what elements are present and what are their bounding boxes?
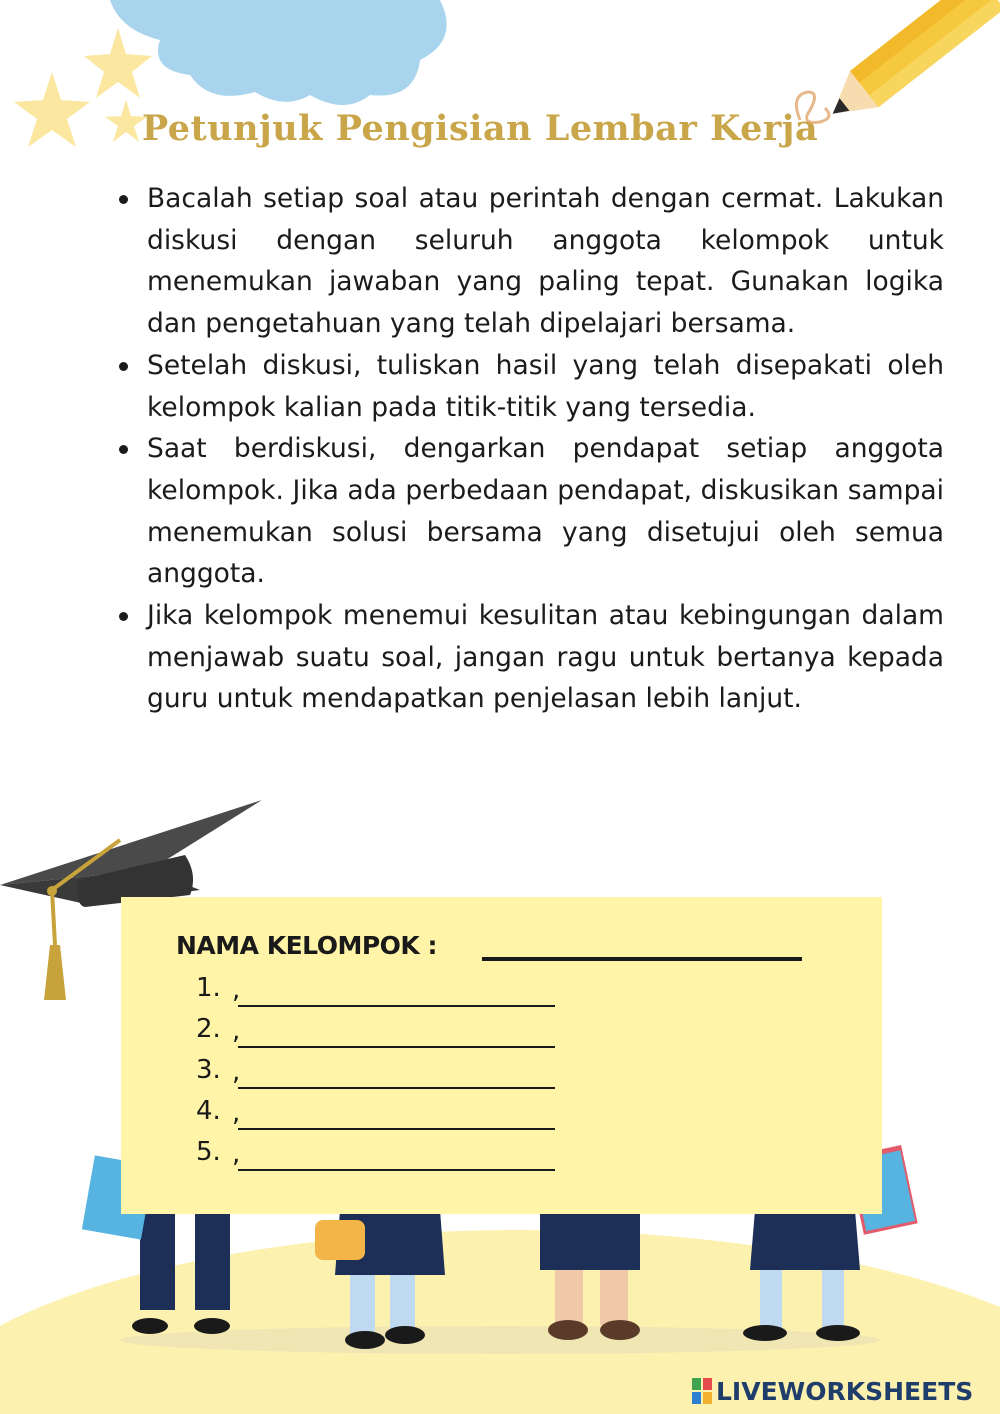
member-number: 4. [196, 1096, 221, 1126]
liveworksheets-logo-icon [692, 1378, 712, 1404]
member-name-blank[interactable] [238, 1046, 555, 1048]
member-number: 5. [196, 1137, 221, 1167]
bullet-icon [119, 612, 128, 621]
member-mark: , [232, 975, 241, 1005]
group-name-label: NAMA KELOMPOK : [176, 931, 437, 960]
member-mark: , [232, 1016, 241, 1046]
group-form-card [121, 897, 882, 1214]
member-name-blank[interactable] [238, 1005, 555, 1007]
instruction-item [110, 345, 944, 428]
member-number: 2. [196, 1014, 221, 1044]
member-name-blank[interactable] [238, 1169, 555, 1171]
brand-name: LIVEWORKSHEETS [716, 1376, 974, 1406]
instruction-text: Saat berdiskusi, dengarkan pendapat setiap anggota kelompok. Jika ada perbedaan pendapat, diskusikan sampai menemukan solusi bersama yang disetujui oleh semua anggota. [147, 433, 944, 590]
liveworksheets-brand [692, 1376, 973, 1406]
member-number: 3. [196, 1055, 221, 1085]
member-row [196, 973, 596, 1013]
instruction-text: Jika kelompok menemui kesulitan atau kebingungan dalam menjawab suatu soal, jangan ragu untuk bertanya kepada guru untuk mendapatkan penjelasan lebih lanjut. [147, 600, 944, 715]
member-mark: , [232, 1098, 241, 1128]
bullet-icon [119, 445, 128, 454]
member-row [196, 1055, 596, 1095]
bullet-icon [119, 362, 128, 371]
member-row [196, 1014, 596, 1054]
bullet-icon [119, 195, 128, 204]
page-title: Petunjuk Pengisian Lembar Kerja [141, 108, 819, 149]
instruction-item [110, 428, 944, 595]
instruction-text: Setelah diskusi, tuliskan hasil yang telah disepakati oleh kelompok kalian pada titik-titik yang tersedia. [147, 349, 944, 423]
instruction-item [110, 178, 944, 345]
instruction-text: Bacalah setiap soal atau perintah dengan cermat. Lakukan diskusi dengan seluruh anggota kelompok untuk menemukan jawaban yang paling tepat. Gunakan logika dan pengetahuan yang telah dipelajari bersama. [147, 183, 944, 340]
instruction-list [110, 178, 944, 720]
member-name-blank[interactable] [238, 1087, 555, 1089]
group-name-blank[interactable] [482, 957, 802, 961]
member-row [196, 1137, 596, 1177]
member-mark: , [232, 1139, 241, 1169]
member-name-blank[interactable] [238, 1128, 555, 1130]
member-mark: , [232, 1057, 241, 1087]
member-row [196, 1096, 596, 1136]
instruction-item [110, 595, 944, 720]
member-number: 1. [196, 973, 221, 1003]
